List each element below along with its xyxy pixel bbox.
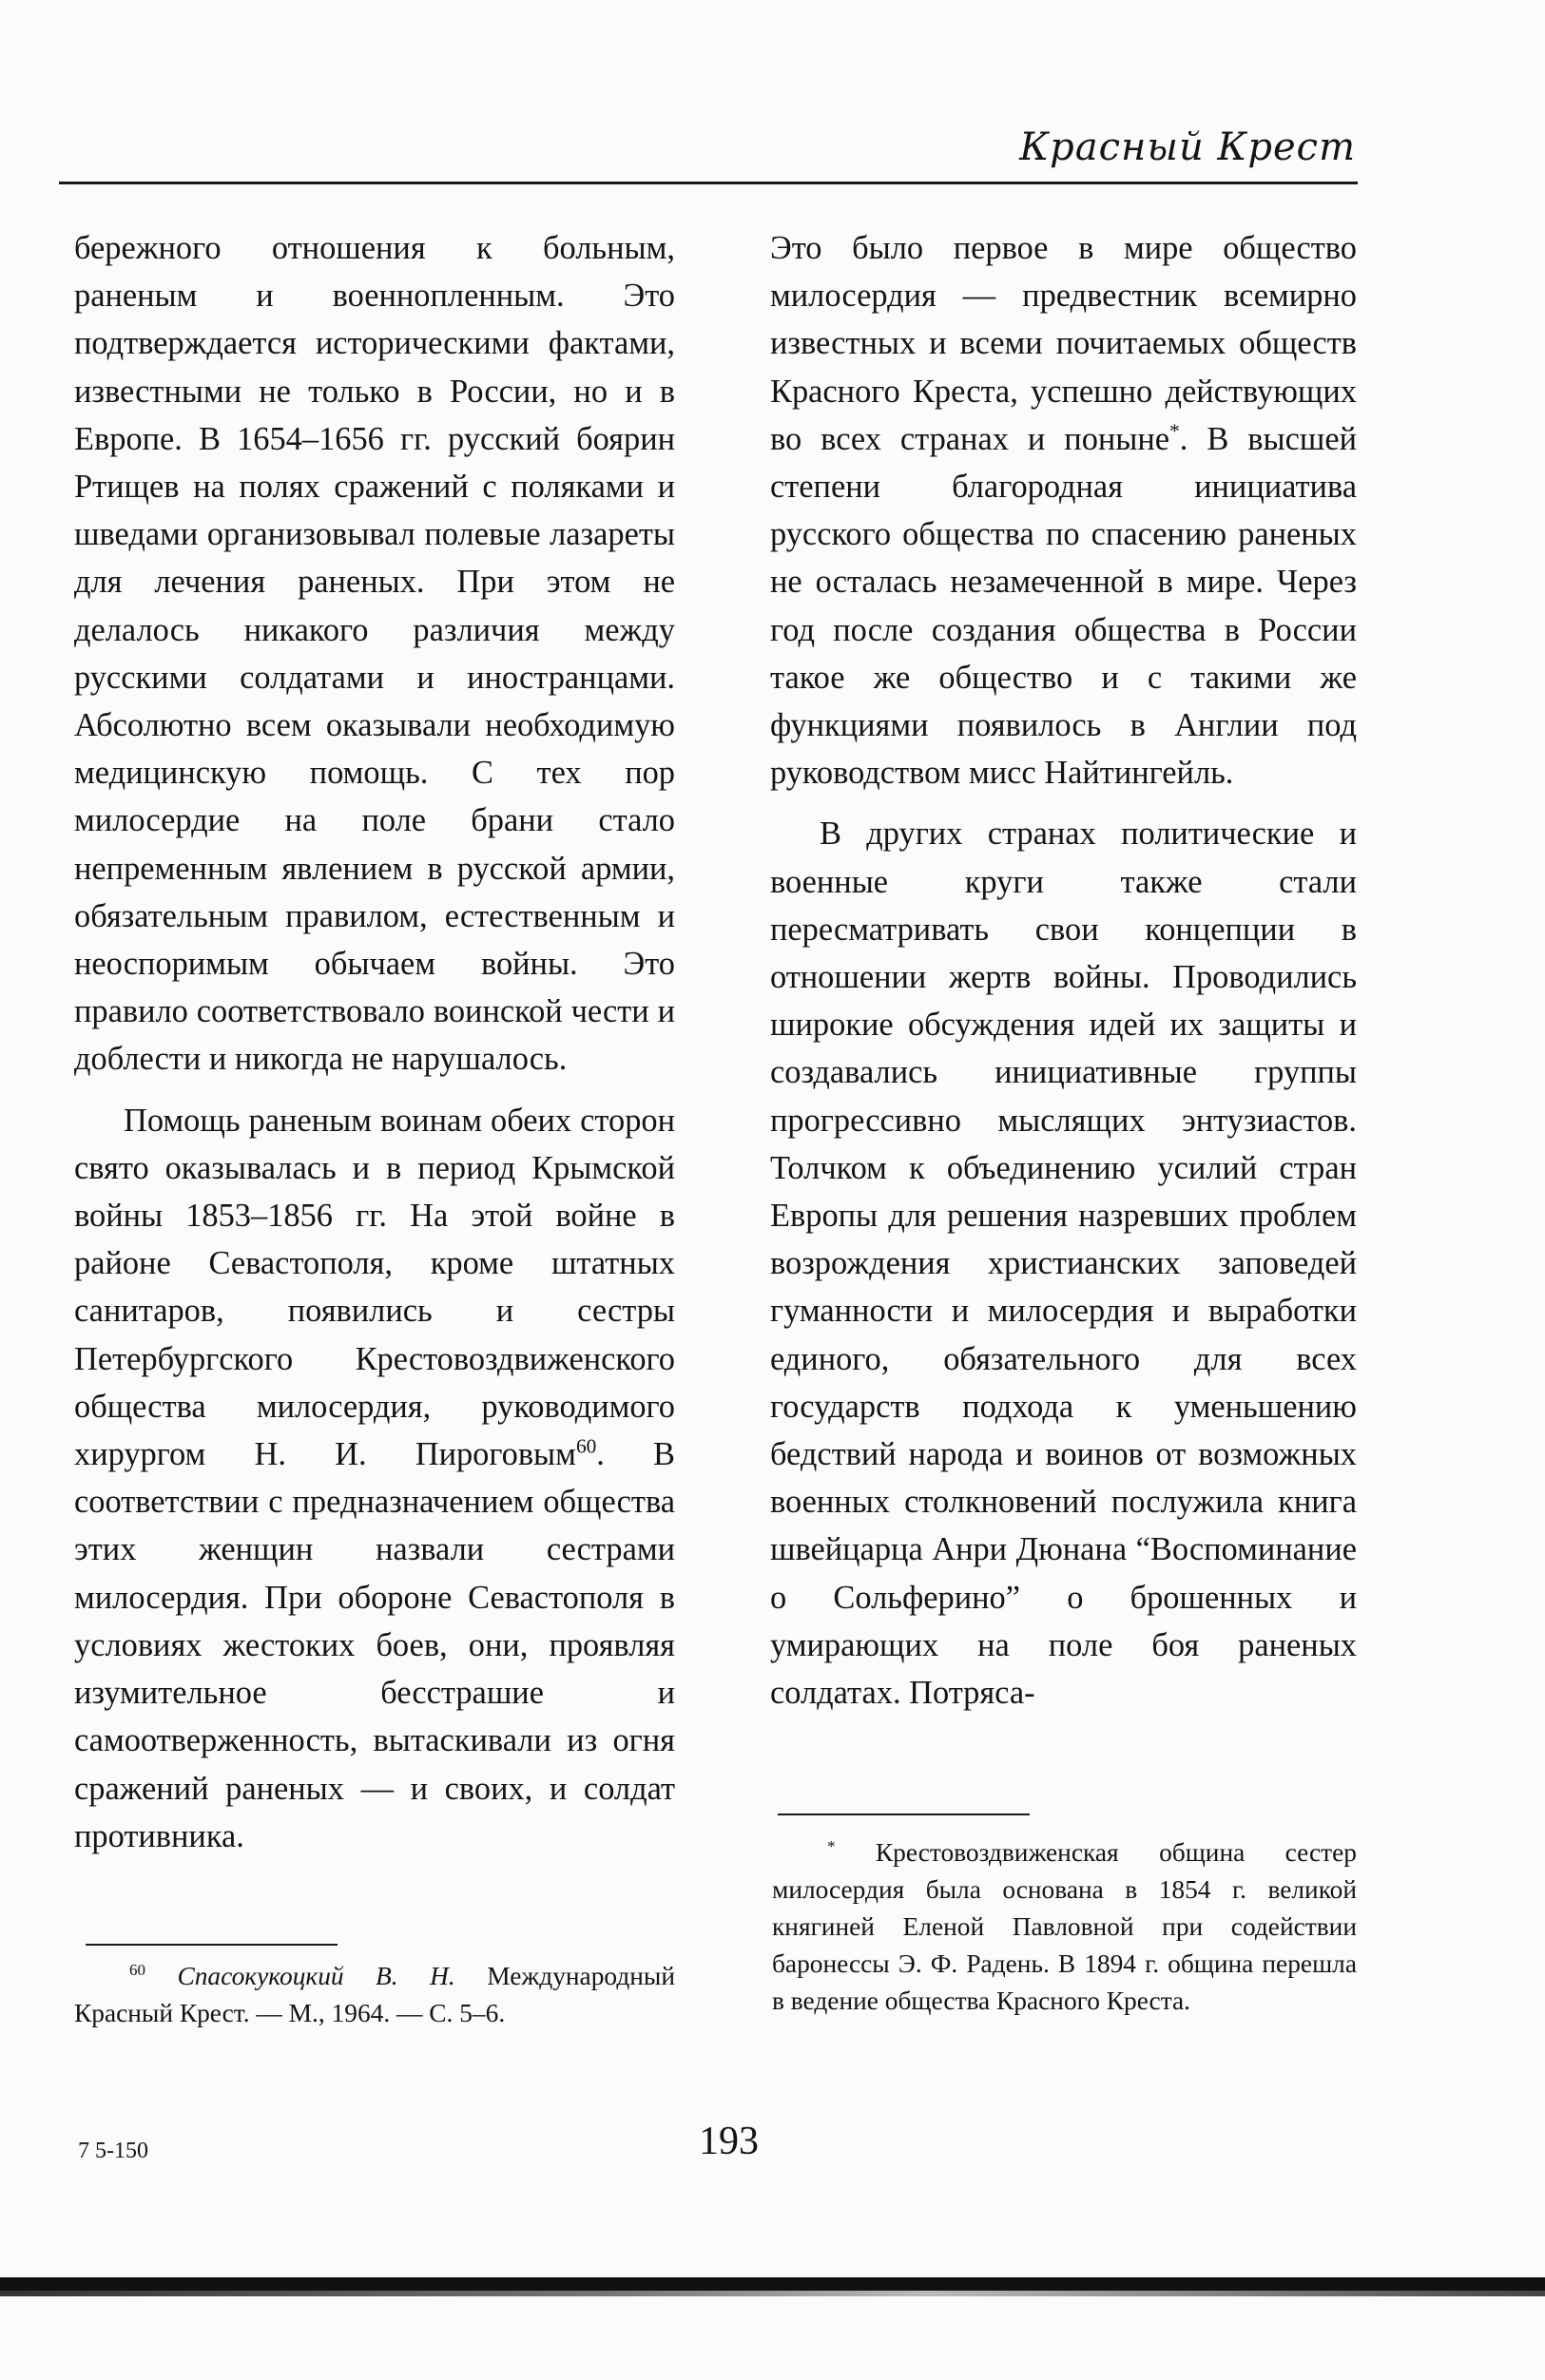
footnote-60-text: Международный Красный Крест. — М., 1964. — С. 5–6. [74, 1962, 675, 2027]
footnote-star-text: Крестовоздвиженская община сестер милосердия была основана в 1854 г. великой княгиней Еленой Павловной при содействии баронессы Э. Ф. Радень. В 1894 г. община перешла в ведение общества Красного Креста. [772, 1838, 1357, 2015]
footnote-ref-60[interactable]: 60 [575, 1434, 597, 1458]
footnote-ref-star[interactable]: * [1169, 419, 1180, 443]
footnote-rule-left [86, 1944, 338, 1946]
left-column [74, 224, 675, 1860]
scan-edge-fade [0, 2291, 1545, 2296]
footnote-star [772, 1834, 1357, 2020]
footnote-mark-star: * [827, 1836, 836, 1855]
footnote-60 [74, 1958, 675, 2032]
footnote-60-author: Спасокукоцкий В. Н. [177, 1962, 455, 1990]
right-column [770, 224, 1357, 1717]
right-paragraph-1 [770, 224, 1357, 797]
scan-edge-band [0, 2277, 1545, 2291]
left-paragraph-1: бережного отношения к больным, раненым и военнопленным. Это подтверждается историческими фактами, известными не только в России, но и в Европе. В 1654–1656 гг. русский боярин Ртищев на полях сражений с поляками и шведами организовывал полевые лазареты для лечения раненых. При этом не делалось никакого различия между русскими солдатами и иностранцами. Абсолютно всем оказывали необходимую медицинскую помощь. С тех пор милосердие на поле брани стало непременным явлением в русской армии, обязательным правилом, естественным и неоспоримым обычаем войны. Это правило соответствовало воинской чести и доблести и никогда не нарушалось. [74, 230, 675, 1078]
left-paragraph-2-text-b: . В соответствии с предназначением общества этих женщин назвали сестрами милосердия. При обороне Севастополя в условиях жестоких боев, они, проявляя изумительное бесстрашие и самоотверженность, вытаскивали из огня сражений раненых — и своих, и солдат противника. [74, 1436, 675, 1854]
right-paragraph-1-text-a: Это было первое в мире общество милосердия — предвестник всемирно известных и всеми почитаемых обществ Красного Креста, успешно действующих во всех странах и поныне [770, 230, 1357, 457]
left-paragraph-2 [74, 1097, 675, 1860]
footnote-rule-right [778, 1814, 1030, 1815]
signature-mark: 7 5-150 [78, 2139, 148, 2163]
right-paragraph-2: В других странах политические и военные круги также стали пересматривать свои концепции в отношении жертв войны. Проводились широкие обсуждения идей их защиты и создавались инициативные группы прогрессивно мыслящих энтузиастов. Толчком к объединению усилий стран Европы для решения назревших проблем возрождения христианских заповедей гуманности и милосердия и выработки единого, обязательного для всех государств подхода к уменьшению бедствий народа и воинов от возможных военных столкновений послужила книга швейцарца Анри Дюнана “Воспоминание о Сольферино” о брошенных и умирающих на поле боя раненых солдатах. Потряса- [770, 816, 1357, 1712]
left-paragraph-2-text-a: Помощь раненым воинам обеих сторон свято оказывалась и в период Крымской войны 1853–1856 гг. На этой войне в районе Севастополя, кроме штатных санитаров, появились и сестры Петербургского Крестовоздвиженского общества милосердия, руководимого хирургом Н. И. Пироговым [74, 1102, 675, 1473]
right-paragraph-1-text-b: . В высшей степени благородная инициатива русского общества по спасению раненых не осталась незамеченной в мире. Через год после создания общества в России такое же общество и с такими же функциями появилось в Англии под руководством мисс Найтингейль. [770, 420, 1357, 792]
header-rule [59, 182, 1358, 184]
footnote-mark-60: 60 [129, 1960, 145, 1979]
page-number: 193 [699, 2120, 759, 2163]
running-head: Красный Крест [1019, 125, 1356, 169]
